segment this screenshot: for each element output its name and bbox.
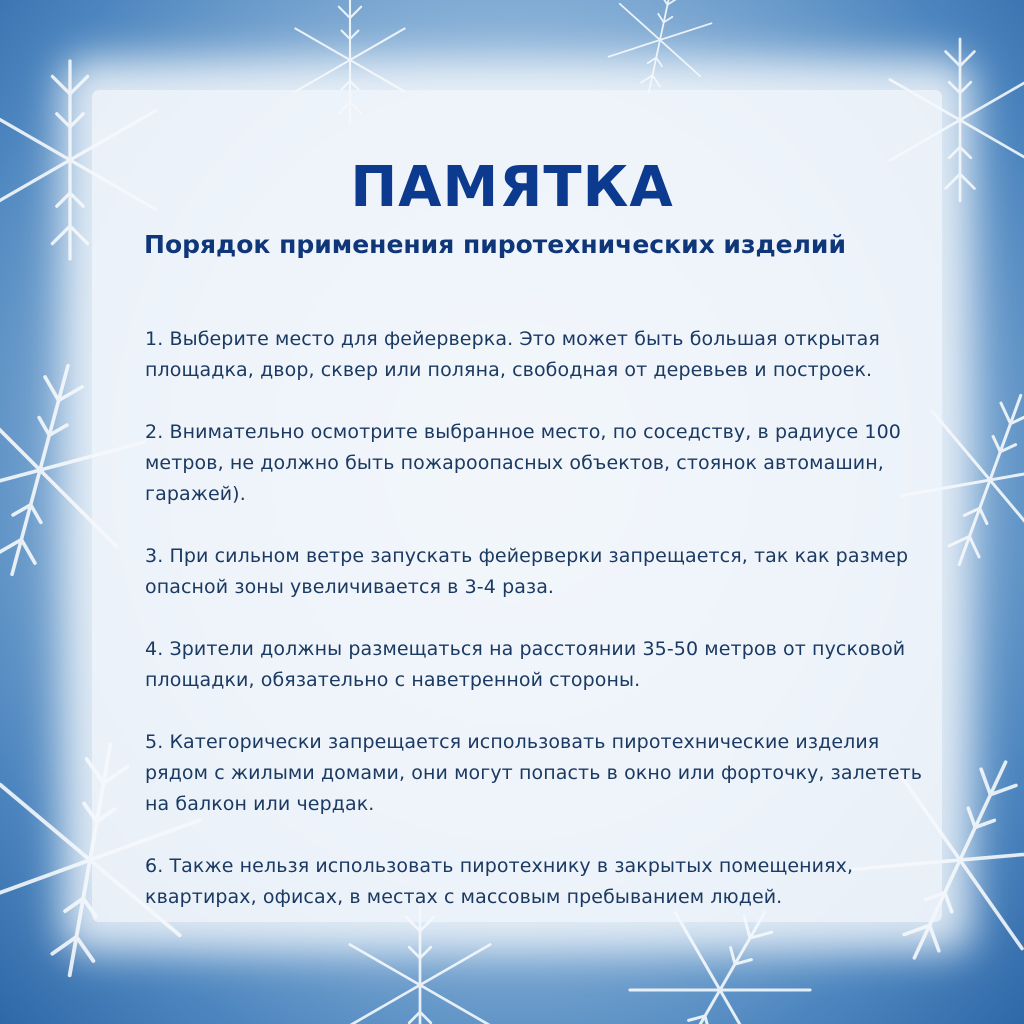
- rule-item-4: 4. Зрители должны размещаться на расстоянии 35-50 метров от пусковой площадки, обязательно с наветренной стороны.: [145, 638, 906, 691]
- page-subtitle: Порядок применения пиротехнических изделий: [144, 230, 846, 259]
- rule-item-6: 6. Также нельзя использовать пиротехнику в закрытых помещениях, квартирах, офисах, в местах с массовым пребыванием людей.: [145, 855, 854, 908]
- rules-list: [145, 324, 935, 944]
- page-title: ПАМЯТКА: [350, 155, 674, 220]
- rule-item-5: 5. Категорически запрещается использовать пиротехнические изделия рядом с жилыми домами, они могут попасть в окно или форточку, залететь на балкон или чердак.: [145, 731, 923, 815]
- rule-item-3: 3. При сильном ветре запускать фейерверки запрещается, так как размер опасной зоны увеличивается в 3-4 раза.: [145, 545, 909, 598]
- rule-item-1: 1. Выберите место для фейерверка. Это может быть большая открытая площадка, двор, сквер или поляна, свободная от деревьев и построек.: [145, 328, 880, 381]
- rule-item-2: 2. Внимательно осмотрите выбранное место, по соседству, в радиусе 100 метров, не должно быть пожароопасных объектов, стоянок автомашин, гаражей).: [145, 421, 901, 505]
